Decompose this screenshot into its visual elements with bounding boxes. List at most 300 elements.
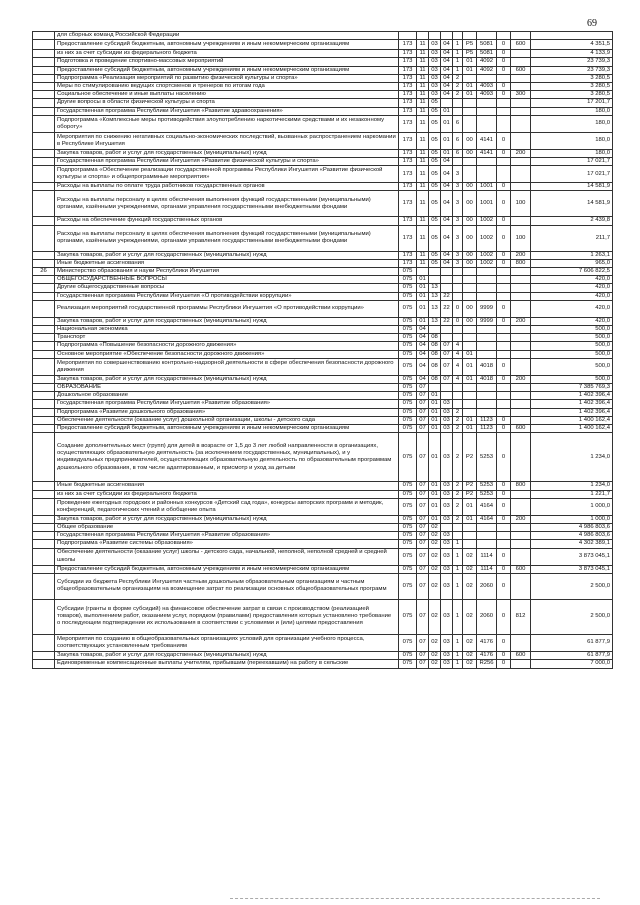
cell-cs4: [477, 107, 497, 115]
budget-table-body: [33, 32, 613, 669]
table-row: [33, 91, 613, 99]
cell-cs3: [463, 326, 477, 334]
cell-rz: 11: [417, 83, 429, 91]
table-row: [33, 50, 613, 58]
cell-amount: 1 234,0: [531, 433, 613, 482]
cell-cs2: [453, 326, 463, 334]
cell-pr: 05: [429, 115, 441, 132]
cell-cs4: [477, 292, 497, 300]
cell-cs5: 0: [497, 300, 511, 317]
cell-num: [33, 83, 55, 91]
cell-cs2: 2: [453, 74, 463, 82]
cell-cs5: 0: [497, 490, 511, 498]
cell-rz: 07: [417, 490, 429, 498]
cell-cs5: 0: [497, 498, 511, 515]
cell-cs2: 0: [453, 317, 463, 325]
cell-cs4: 1002: [477, 217, 497, 225]
cell-ved: 173: [399, 74, 417, 82]
cell-cs4: [477, 276, 497, 284]
cell-cs1: [441, 276, 453, 284]
cell-amount: 500,0: [531, 358, 613, 375]
cell-cs3: [463, 540, 477, 548]
cell-cs3: 00: [463, 217, 477, 225]
cell-name: Государственная программа Республики Ингушетия «Развитие здравоохранения»: [55, 107, 399, 115]
cell-cs2: 3: [453, 166, 463, 183]
cell-vr: [511, 32, 531, 40]
cell-rz: 07: [417, 498, 429, 515]
cell-amount: 4 986 803,6: [531, 532, 613, 540]
cell-cs3: 00: [463, 149, 477, 157]
table-row: [33, 540, 613, 548]
cell-cs1: 04: [441, 166, 453, 183]
cell-cs5: 0: [497, 433, 511, 482]
cell-amount: 23 739,3: [531, 66, 613, 74]
cell-vr: [511, 342, 531, 350]
cell-name: Предоставление субсидий бюджетным, автономным учреждениям и иным некоммерческим организациям: [55, 425, 399, 433]
cell-num: [33, 490, 55, 498]
cell-cs2: 2: [453, 498, 463, 515]
cell-ved: 075: [399, 565, 417, 573]
cell-ved: 075: [399, 540, 417, 548]
table-row: [33, 490, 613, 498]
cell-vr: [511, 416, 531, 424]
cell-cs1: 22: [441, 300, 453, 317]
cell-name: из них за счет субсидии из федерального бюджета: [55, 50, 399, 58]
table-row: [33, 259, 613, 267]
cell-cs5: [497, 342, 511, 350]
cell-cs5: [497, 292, 511, 300]
cell-pr: 05: [429, 158, 441, 166]
cell-amount: 2 500,0: [531, 573, 613, 599]
cell-pr: 05: [429, 191, 441, 217]
cell-cs5: [497, 334, 511, 342]
cell-cs1: 03: [441, 425, 453, 433]
table-row: [33, 99, 613, 107]
cell-pr: 13: [429, 284, 441, 292]
cell-cs3: 01: [463, 515, 477, 523]
cell-vr: [511, 573, 531, 599]
cell-amount: 1 000,0: [531, 515, 613, 523]
cell-vr: [511, 83, 531, 91]
cell-rz: 11: [417, 149, 429, 157]
cell-vr: [511, 107, 531, 115]
cell-rz: 11: [417, 225, 429, 251]
cell-name: ОБЩЕГОСУДАРСТВЕННЫЕ ВОПРОСЫ: [55, 276, 399, 284]
cell-ved: 075: [399, 482, 417, 490]
cell-cs1: 03: [441, 548, 453, 565]
cell-pr: 05: [429, 217, 441, 225]
cell-name: из них за счет субсидии из федерального бюджета: [55, 490, 399, 498]
cell-ved: 075: [399, 400, 417, 408]
cell-amount: 500,0: [531, 350, 613, 358]
cell-name: Дошкольное образование: [55, 392, 399, 400]
cell-cs3: [463, 384, 477, 392]
cell-cs2: 2: [453, 490, 463, 498]
cell-cs4: 4164: [477, 498, 497, 515]
cell-cs3: 00: [463, 132, 477, 149]
table-row: [33, 342, 613, 350]
cell-name: Обеспечение деятельности (оказание услуг) школы - детского сада, начальной, неполной, неполной средней и средней школы: [55, 548, 399, 565]
cell-name: Закупка товаров, работ и услуг для государственных (муниципальных) нужд: [55, 251, 399, 259]
cell-vr: [511, 659, 531, 668]
table-row: [33, 416, 613, 424]
cell-cs3: 01: [463, 416, 477, 424]
cell-cs4: 1001: [477, 191, 497, 217]
cell-vr: [511, 217, 531, 225]
cell-cs1: [441, 99, 453, 107]
table-row: [33, 565, 613, 573]
cell-rz: 11: [417, 217, 429, 225]
cell-cs1: 01: [441, 149, 453, 157]
cell-rz: 07: [417, 540, 429, 548]
cell-rz: 07: [417, 565, 429, 573]
cell-ved: 173: [399, 251, 417, 259]
cell-pr: 03: [429, 58, 441, 66]
cell-vr: [511, 58, 531, 66]
cell-cs5: 0: [497, 573, 511, 599]
cell-rz: 07: [417, 651, 429, 659]
cell-cs3: 02: [463, 634, 477, 651]
cell-cs1: 04: [441, 251, 453, 259]
cell-pr: 05: [429, 183, 441, 191]
cell-vr: 200: [511, 375, 531, 383]
cell-cs3: [463, 408, 477, 416]
cell-amount: [531, 32, 613, 40]
cell-ved: 075: [399, 599, 417, 634]
cell-cs4: [477, 523, 497, 531]
cell-rz: 11: [417, 66, 429, 74]
cell-vr: [511, 548, 531, 565]
cell-name: Закупка товаров, работ и услуг для государственных (муниципальных) нужд: [55, 515, 399, 523]
cell-ved: 075: [399, 350, 417, 358]
table-row: [33, 217, 613, 225]
cell-num: [33, 565, 55, 573]
cell-cs2: 2: [453, 482, 463, 490]
cell-ved: 075: [399, 342, 417, 350]
cell-pr: 05: [429, 99, 441, 107]
cell-name: для сборных команд Российской Федерации: [55, 32, 399, 40]
cell-cs5: 0: [497, 515, 511, 523]
cell-num: [33, 284, 55, 292]
cell-cs5: [497, 392, 511, 400]
cell-name: Подпрограмма «Повышение безопасности дорожного движения»: [55, 342, 399, 350]
cell-cs3: [463, 166, 477, 183]
cell-amount: 500,0: [531, 375, 613, 383]
cell-vr: 200: [511, 251, 531, 259]
cell-ved: 075: [399, 498, 417, 515]
table-row: [33, 392, 613, 400]
cell-cs4: 1001: [477, 183, 497, 191]
cell-cs2: 2: [453, 408, 463, 416]
cell-cs3: 02: [463, 548, 477, 565]
cell-cs4: [477, 166, 497, 183]
cell-vr: [511, 300, 531, 317]
cell-cs5: 0: [497, 191, 511, 217]
cell-num: [33, 342, 55, 350]
cell-cs2: 1: [453, 50, 463, 58]
cell-ved: [399, 32, 417, 40]
cell-pr: 05: [429, 107, 441, 115]
cell-name: Другие вопросы в области физической культуры и спорта: [55, 99, 399, 107]
cell-amount: 965,0: [531, 259, 613, 267]
cell-cs4: [477, 74, 497, 82]
cell-cs4: [477, 284, 497, 292]
cell-cs2: [453, 392, 463, 400]
cell-cs1: 07: [441, 375, 453, 383]
cell-cs4: [477, 268, 497, 276]
cell-ved: 173: [399, 183, 417, 191]
cell-ved: 173: [399, 58, 417, 66]
cell-vr: [511, 433, 531, 482]
cell-ved: 075: [399, 634, 417, 651]
table-row: [33, 132, 613, 149]
cell-vr: [511, 183, 531, 191]
cell-pr: 02: [429, 659, 441, 668]
cell-name: Закупка товаров, работ и услуг для государственных (муниципальных) нужд: [55, 149, 399, 157]
cell-num: [33, 599, 55, 634]
cell-num: [33, 158, 55, 166]
cell-vr: 600: [511, 565, 531, 573]
cell-num: [33, 99, 55, 107]
cell-ved: 075: [399, 532, 417, 540]
cell-amount: 500,0: [531, 342, 613, 350]
cell-cs3: P2: [463, 490, 477, 498]
cell-cs5: 0: [497, 217, 511, 225]
table-row: [33, 573, 613, 599]
cell-cs5: [497, 268, 511, 276]
cell-pr: 03: [429, 50, 441, 58]
cell-cs2: 1: [453, 58, 463, 66]
cell-num: [33, 433, 55, 482]
cell-pr: 08: [429, 375, 441, 383]
cell-cs1: 03: [441, 408, 453, 416]
cell-num: [33, 482, 55, 490]
cell-pr: 13: [429, 292, 441, 300]
table-row: [33, 358, 613, 375]
cell-cs1: 04: [441, 40, 453, 50]
cell-cs1: 04: [441, 183, 453, 191]
cell-cs4: 4093: [477, 83, 497, 91]
cell-cs4: 4176: [477, 651, 497, 659]
cell-ved: 173: [399, 83, 417, 91]
cell-rz: 04: [417, 334, 429, 342]
cell-pr: 05: [429, 251, 441, 259]
cell-cs3: 02: [463, 659, 477, 668]
cell-rz: 04: [417, 358, 429, 375]
cell-name: Расходы на выплаты персоналу в целях обеспечения выполнения функций государственными (муниципальными) органами, казёнными учреждениями, органами управления государственными внебюджетными фондами: [55, 225, 399, 251]
cell-name: Транспорт: [55, 334, 399, 342]
cell-pr: 02: [429, 573, 441, 599]
cell-cs4: [477, 384, 497, 392]
cell-cs3: 00: [463, 225, 477, 251]
table-row: [33, 183, 613, 191]
cell-cs1: [441, 523, 453, 531]
cell-name: Государственная программа Республики Ингушетия «Развитие физической культуры и спорта»: [55, 158, 399, 166]
cell-rz: 07: [417, 400, 429, 408]
cell-cs2: 6: [453, 149, 463, 157]
cell-cs5: 0: [497, 651, 511, 659]
cell-name: Подпрограмма «Развитие дошкольного образования»: [55, 408, 399, 416]
cell-cs1: 07: [441, 350, 453, 358]
cell-amount: 500,0: [531, 326, 613, 334]
cell-name: Иные бюджетные ассигнования: [55, 482, 399, 490]
cell-num: [33, 317, 55, 325]
cell-cs5: 0: [497, 183, 511, 191]
cell-cs5: 0: [497, 482, 511, 490]
cell-name: Предоставление субсидий бюджетным, автономным учреждениям и иным некоммерческим организациям: [55, 40, 399, 50]
table-row: [33, 659, 613, 668]
table-row: [33, 334, 613, 342]
cell-amount: 1 000,0: [531, 498, 613, 515]
cell-name: Субсидии из бюджета Республики Ингушетия частным дошкольным образовательным организациям и частным общеобразовательным организациям на возмещение затрат по реализации основных общеобразовательных программ: [55, 573, 399, 599]
cell-ved: 075: [399, 490, 417, 498]
cell-num: [33, 392, 55, 400]
cell-amount: 180,0: [531, 149, 613, 157]
cell-cs5: [497, 107, 511, 115]
table-row: [33, 498, 613, 515]
table-row: [33, 158, 613, 166]
cell-cs4: R256: [477, 659, 497, 668]
cell-cs4: [477, 99, 497, 107]
table-row: [33, 634, 613, 651]
cell-vr: [511, 284, 531, 292]
cell-cs2: 2: [453, 91, 463, 99]
cell-pr: 01: [429, 433, 441, 482]
cell-cs2: 2: [453, 425, 463, 433]
cell-amount: 1 400 162,4: [531, 425, 613, 433]
table-row: [33, 225, 613, 251]
cell-pr: 02: [429, 548, 441, 565]
cell-cs3: [463, 292, 477, 300]
cell-num: [33, 358, 55, 375]
cell-rz: 04: [417, 350, 429, 358]
cell-amount: 4 302 389,1: [531, 540, 613, 548]
cell-cs5: [497, 532, 511, 540]
cell-cs2: [453, 284, 463, 292]
cell-vr: 600: [511, 66, 531, 74]
cell-rz: 11: [417, 158, 429, 166]
cell-cs5: [497, 540, 511, 548]
cell-cs3: 00: [463, 251, 477, 259]
cell-amount: 211,7: [531, 225, 613, 251]
cell-cs4: 1002: [477, 225, 497, 251]
cell-amount: 180,0: [531, 132, 613, 149]
cell-cs3: 01: [463, 358, 477, 375]
cell-rz: 07: [417, 573, 429, 599]
cell-ved: 075: [399, 573, 417, 599]
cell-vr: [511, 523, 531, 531]
cell-pr: 02: [429, 565, 441, 573]
cell-cs5: [497, 408, 511, 416]
cell-cs5: 0: [497, 425, 511, 433]
cell-num: [33, 540, 55, 548]
cell-rz: 11: [417, 74, 429, 82]
cell-cs1: 04: [441, 225, 453, 251]
cell-vr: [511, 400, 531, 408]
cell-cs5: 0: [497, 317, 511, 325]
cell-vr: 200: [511, 149, 531, 157]
cell-pr: 08: [429, 358, 441, 375]
cell-cs2: 1: [453, 40, 463, 50]
cell-cs4: [477, 392, 497, 400]
cell-cs3: 02: [463, 565, 477, 573]
cell-vr: [511, 74, 531, 82]
table-row: [33, 115, 613, 132]
cell-cs2: [453, 384, 463, 392]
cell-name: Единовременные компенсационные выплаты учителям, прибывшим (переехавшим) на работу в сельские: [55, 659, 399, 668]
cell-cs1: [441, 268, 453, 276]
cell-vr: 100: [511, 225, 531, 251]
cell-num: [33, 573, 55, 599]
cell-name: Подпрограмма «Развитие системы образования»: [55, 540, 399, 548]
cell-name: Создание дополнительных мест (групп) для детей в возрасте от 1,5 до 3 лет любой направленности в организациях, осуществляющих образовательную деятельность (за исключением государственных, муниципальных), и у индивидуальных предпринимателей, осуществляющих образовательную деятельность по образовательным программам дошкольного образования, в том числе адаптированным, и присмотр и уход за детьми: [55, 433, 399, 482]
cell-vr: 812: [511, 599, 531, 634]
cell-ved: 075: [399, 523, 417, 531]
cell-num: [33, 292, 55, 300]
cell-ved: 075: [399, 425, 417, 433]
cell-ved: 173: [399, 107, 417, 115]
cell-vr: 800: [511, 482, 531, 490]
cell-amount: 7 606 822,5: [531, 268, 613, 276]
cell-cs3: [463, 400, 477, 408]
cell-num: [33, 334, 55, 342]
cell-num: [33, 183, 55, 191]
cell-rz: 07: [417, 392, 429, 400]
cell-rz: 07: [417, 482, 429, 490]
cell-cs4: [477, 342, 497, 350]
cell-cs1: 04: [441, 66, 453, 74]
cell-cs3: [463, 334, 477, 342]
cell-amount: 14 581,9: [531, 191, 613, 217]
cell-amount: 420,0: [531, 317, 613, 325]
cell-cs1: [441, 326, 453, 334]
cell-pr: 02: [429, 540, 441, 548]
cell-cs3: [463, 99, 477, 107]
table-row: [33, 268, 613, 276]
cell-cs5: [497, 99, 511, 107]
cell-cs1: 01: [441, 107, 453, 115]
cell-cs4: 5253: [477, 433, 497, 482]
cell-name: Мероприятия по созданию в общеобразовательных организациях условий для организации учебного процесса, соответствующих установленным требованиям: [55, 634, 399, 651]
cell-cs5: 0: [497, 375, 511, 383]
cell-cs3: [463, 342, 477, 350]
table-row: [33, 83, 613, 91]
cell-ved: 075: [399, 375, 417, 383]
table-row: [33, 350, 613, 358]
cell-pr: 05: [429, 225, 441, 251]
cell-vr: [511, 50, 531, 58]
cell-cs4: [477, 540, 497, 548]
cell-name: Социальное обеспечение и иные выплаты населению: [55, 91, 399, 99]
cell-vr: 800: [511, 259, 531, 267]
cell-cs1: 04: [441, 83, 453, 91]
table-row: [33, 599, 613, 634]
cell-amount: 1 221,7: [531, 490, 613, 498]
cell-cs3: P2: [463, 482, 477, 490]
cell-name: Закупка товаров, работ и услуг для государственных (муниципальных) нужд: [55, 317, 399, 325]
cell-name: ОБРАЗОВАНИЕ: [55, 384, 399, 392]
cell-num: [33, 132, 55, 149]
cell-cs1: 04: [441, 74, 453, 82]
cell-cs1: 03: [441, 565, 453, 573]
cell-pr: 01: [429, 400, 441, 408]
cell-cs1: 04: [441, 259, 453, 267]
cell-cs3: [463, 107, 477, 115]
cell-vr: [511, 384, 531, 392]
cell-cs3: 00: [463, 183, 477, 191]
cell-name: Предоставление субсидий бюджетным, автономным учреждениям и иным некоммерческим организациям: [55, 565, 399, 573]
cell-cs2: 2: [453, 515, 463, 523]
